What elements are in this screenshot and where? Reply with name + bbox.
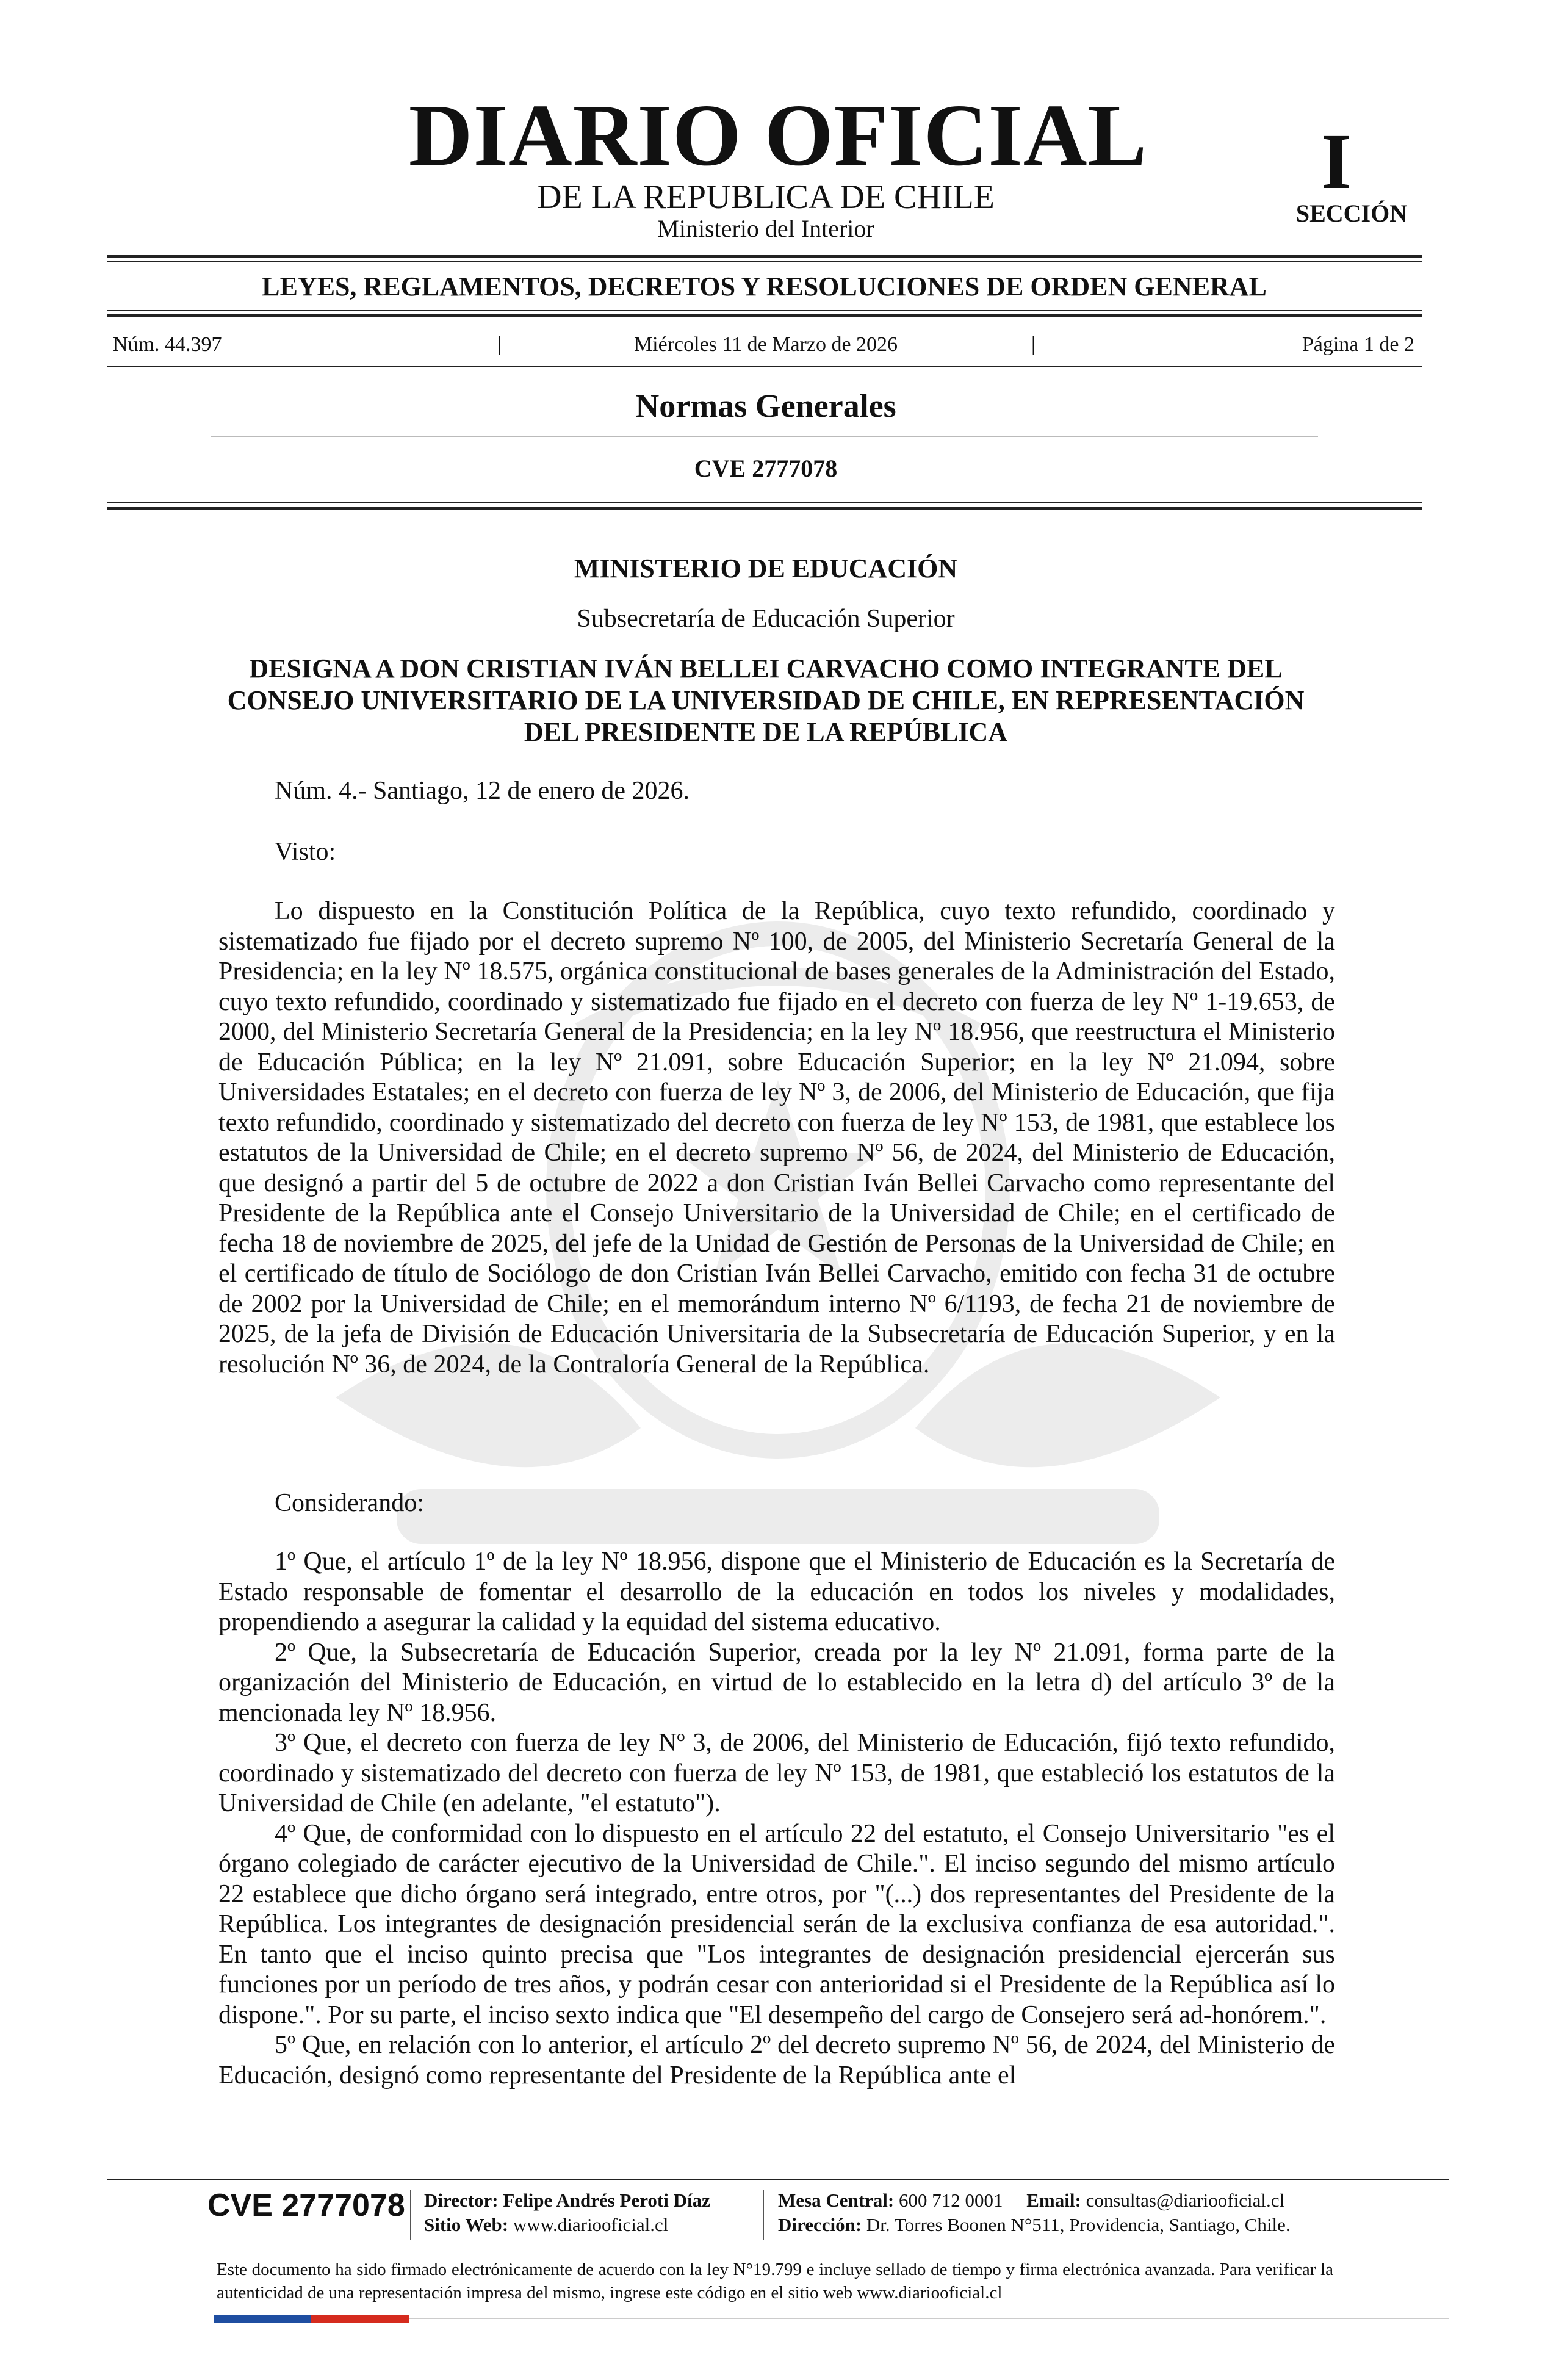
normas-rule	[211, 436, 1318, 437]
section-label: SECCIÓN	[1295, 200, 1408, 227]
email-label: Email:	[1026, 2190, 1081, 2211]
meta-separator-1: |	[497, 333, 502, 356]
newspaper-ministry: Ministerio del Interior	[657, 215, 874, 242]
section-number: I	[1320, 118, 1352, 206]
masthead-rule-1	[107, 255, 1422, 258]
cve-code: CVE 2777078	[694, 455, 838, 482]
footer-director	[424, 2188, 710, 2237]
flag-stripe-red	[311, 2315, 409, 2323]
decree-title: DESIGNA A DON CRISTIAN IVÁN BELLEI CARVACHO COMO INTEGRANTE DEL CONSEJO UNIVERSITARIO DE LA UNIVERSIDAD DE CHILE, EN REPRESENTACIÓN DEL PRESIDENTE DE LA REPÚBLICA	[227, 654, 1305, 747]
visto-label: Visto:	[275, 838, 336, 866]
considerando-item: 3º Que, el decreto con fuerza de ley Nº 3, de 2006, del Ministerio de Educación, fijó texto refundido, coordinado y sistematizado del decreto con fuerza de ley Nº 153, de 1981, que estableció los estatutos de la Universidad de Chile (en adelante, "el estatuto").	[218, 1729, 1335, 1817]
website-link[interactable]: www.diariooficial.cl	[513, 2214, 669, 2235]
address-label: Dirección:	[778, 2214, 862, 2235]
footer-bottom-line	[409, 2318, 1449, 2319]
category-heading: LEYES, REGLAMENTOS, DECRETOS Y RESOLUCIONES DE ORDEN GENERAL	[262, 272, 1267, 301]
director-name: Felipe Andrés Peroti Díaz	[503, 2190, 710, 2211]
header-rule-2	[107, 507, 1422, 510]
footer-divider-2	[763, 2190, 764, 2240]
masthead-rule-2	[107, 261, 1422, 262]
address-value: Dr. Torres Boonen N°511, Providencia, Santiago, Chile.	[866, 2214, 1291, 2235]
considerando-item: 4º Que, de conformidad con lo dispuesto en el artículo 22 del estatuto, el Consejo Universitario "es el órgano colegiado de carácter ejecutivo de la Universidad de Chile.". El inciso segundo del mismo artículo 22 establece que dicho órgano será integrado, entre otros, por "(...) dos representantes del Presidente de la República. Los integrantes de designación presidencial serán de la exclusiva confianza de esa autoridad.". En tanto que el inciso quinto precisa que "Los integrantes de designación presidencial ejercerán sus funciones por un período de tres años, y podrán cesar con anterioridad si el Presidente de la República así lo dispone.". Por su parte, el inciso sexto indica que "El desempeño del cargo de Consejero será ad-honórem.".	[218, 1819, 1335, 2029]
ministry-heading: MINISTERIO DE EDUCACIÓN	[574, 554, 958, 583]
decree-number-date: Núm. 4.- Santiago, 12 de enero de 2026.	[275, 777, 690, 805]
category-rule-1	[107, 310, 1422, 311]
considerando-item: 2º Que, la Subsecretaría de Educación Superior, creada por la ley Nº 21.091, forma parte de la organización del Ministerio de Educación, en virtud de lo establecido en la letra d) del artículo 3º de la mencionada ley Nº 18.956.	[218, 1638, 1335, 1727]
mesa-label: Mesa Central:	[778, 2190, 895, 2211]
header-rule-1	[107, 502, 1422, 503]
newspaper-title: DIARIO OFICIAL	[408, 87, 1148, 184]
newspaper-subtitle: DE LA REPUBLICA DE CHILE	[537, 178, 995, 216]
flag-stripe-blue	[214, 2315, 311, 2323]
section-heading: Normas Generales	[635, 388, 896, 424]
category-rule-2	[107, 314, 1422, 317]
issue-number: Núm. 44.397	[113, 333, 222, 356]
issue-date: Miércoles 11 de Marzo de 2026	[633, 333, 898, 356]
footer-signature-note: Este documento ha sido firmado electrónicamente de acuerdo con la ley N°19.799 e incluye sellado de tiempo y firma electrónica avanzada. Para verificar la autenticidad de una representación impresa del mismo, ingrese este código en el sitio web www.diariooficial.cl	[217, 2260, 1333, 2302]
considerando-item: 1º Que, el artículo 1º de la ley Nº 18.956, dispone que el Ministerio de Educación es la Secretaría de Estado responsable de fomentar el desarrollo de la educación en todos los niveles y modalidades, propendiendo a asegurar la calidad y la equidad del sistema educativo.	[218, 1548, 1335, 1636]
meta-separator-2: |	[1031, 333, 1036, 356]
footer-rule	[107, 2179, 1449, 2180]
subsecretaria-heading: Subsecretaría de Educación Superior	[577, 605, 955, 633]
director-label: Director:	[424, 2190, 499, 2211]
email-link[interactable]: consultas@diariooficial.cl	[1086, 2190, 1285, 2211]
considerandos-list	[218, 1547, 1335, 2091]
footer-cve-code: CVE 2777078	[207, 2188, 405, 2223]
footer-contact	[778, 2188, 1291, 2237]
visto-paragraph: Lo dispuesto en la Constitución Política de la República, cuyo texto refundido, coordinado y sistematizado fue fijado por el decreto supremo Nº 100, de 2005, del Ministerio Secretaría General de la Presidencia; en la ley Nº 18.575, orgánica constitucional de bases generales de la Administración del Estado, cuyo texto refundido, coordinado y sistematizado fue fijado en el decreto con fuerza de ley Nº 1-19.653, de 2000, del Ministerio Secretaría General de la Presidencia; en la ley Nº 18.956, que reestructura el Ministerio de Educación Pública; en la ley Nº 21.091, sobre Educación Superior; en la ley Nº 21.094, sobre Universidades Estatales; en el decreto con fuerza de ley Nº 3, de 2006, del Ministerio de Educación, que fija texto refundido, coordinado y sistematizado del decreto con fuerza de ley Nº 153, de 1981, que establece los estatutos de la Universidad de Chile; en el decreto supremo Nº 56, de 2024, del Ministerio de Educación, que designó a partir del 5 de octubre de 2022 a don Cristian Iván Bellei Carvacho como representante del Presidente de la República ante el Consejo Universitario de la Universidad de Chile; en el certificado de fecha 18 de noviembre de 2025, del jefe de la Unidad de Gestión de Personas de la Universidad de Chile; en el certificado de título de Sociólogo de don Cristian Iván Bellei Carvacho, emitido con fecha 31 de octubre de 2002 por la Universidad de Chile; en el memorándum interno Nº 6/1193, de fecha 21 de noviembre de 2025, de la jefa de División de Educación Universitaria de la Subsecretaría de Educación Superior, y en la resolución Nº 36, de 2024, de la Contraloría General de la República.	[218, 897, 1335, 1379]
considerando-label: Considerando:	[275, 1489, 424, 1517]
website-label: Sitio Web:	[424, 2214, 509, 2235]
page-indicator: Página 1 de 2	[1302, 333, 1414, 356]
considerando-item: 5º Que, en relación con lo anterior, el artículo 2º del decreto supremo Nº 56, de 2024, del Ministerio de Educación, designó como representante del Presidente de la República ante el	[218, 2031, 1335, 2090]
meta-rule	[107, 366, 1422, 367]
footer-divider-1	[410, 2190, 411, 2240]
mesa-phone: 600 712 0001	[899, 2190, 1003, 2211]
